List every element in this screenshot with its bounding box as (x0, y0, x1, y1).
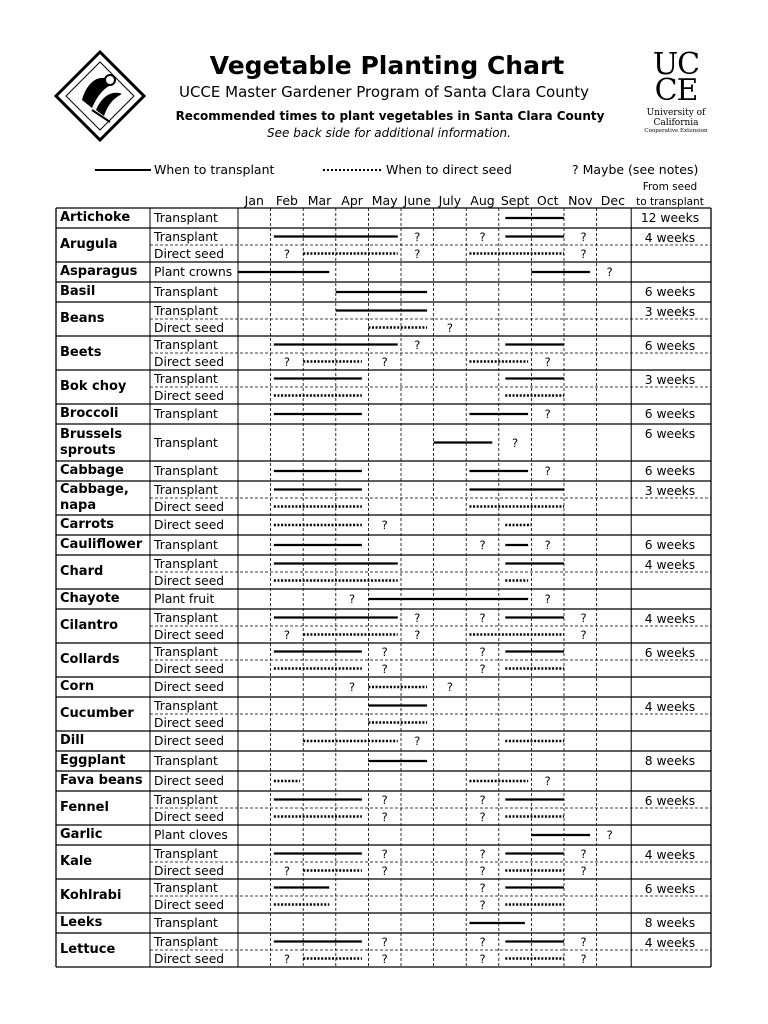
crop-name-line: napa (60, 498, 97, 513)
maybe-marker: ? (580, 610, 587, 625)
maybe-marker: ? (479, 880, 486, 895)
seed-header-line2: to transplant (636, 196, 704, 208)
maybe-marker: ? (381, 644, 388, 659)
maybe-marker: ? (512, 435, 519, 450)
planting-method: Direct seed (154, 388, 225, 403)
maybe-marker: ? (544, 774, 551, 788)
planting-method: Transplant (154, 880, 218, 895)
page-title: Vegetable Planting Chart (209, 51, 565, 80)
crop-name (60, 284, 95, 300)
planting-method: Plant crowns (154, 265, 233, 279)
maybe-marker: ? (479, 897, 486, 912)
page-tagline: Recommended times to plant vegetables in Santa Clara County (175, 109, 605, 123)
crop-name (60, 406, 119, 422)
legend-transplant-label: When to transplant (154, 162, 275, 177)
legend-direct-seed-label: When to direct seed (386, 162, 512, 177)
maybe-marker: ? (479, 809, 486, 824)
weeks-from-seed: 4 weeks (644, 848, 696, 862)
crop-name (60, 827, 102, 843)
crop-name (60, 773, 143, 789)
weeks-from-seed: 6 weeks (644, 464, 696, 478)
planting-method: Direct seed (154, 809, 225, 824)
planting-method: Direct seed (154, 354, 225, 369)
planting-method: Plant fruit (154, 592, 215, 606)
maybe-marker: ? (580, 846, 587, 861)
ucce-letters: UC CE (652, 47, 700, 108)
weeks-from-seed: 8 weeks (644, 916, 696, 930)
maybe-marker: ? (381, 863, 388, 878)
planting-method: Transplant (154, 556, 218, 571)
planting-method: Transplant (154, 754, 218, 768)
planting-method: Plant cloves (154, 828, 228, 842)
month-header: Aug (470, 193, 495, 208)
maybe-marker: ? (446, 320, 453, 335)
crop-name-line: Cilantro (60, 618, 119, 633)
crop-name-line: Brussels (60, 426, 123, 442)
maybe-marker: ? (381, 809, 388, 824)
planting-method: Transplant (154, 435, 218, 450)
cooperative-extension: Cooperative Extension (644, 128, 708, 134)
month-header: Oct (536, 193, 559, 208)
planting-method: Direct seed (154, 246, 225, 261)
crop-name (60, 652, 120, 668)
weeks-from-seed: 6 weeks (644, 285, 696, 299)
planting-method: Direct seed (154, 715, 225, 730)
planting-method: Transplant (154, 229, 218, 244)
crop-name (60, 237, 118, 253)
maybe-marker: ? (580, 246, 587, 261)
maybe-marker: ? (479, 229, 486, 244)
planting-method: Transplant (154, 303, 218, 318)
crop-name (60, 264, 137, 280)
crop-name (60, 753, 126, 769)
planting-method: Direct seed (154, 774, 225, 788)
weeks-from-seed: 3 weeks (644, 305, 696, 319)
crop-name-line: Carrots (60, 517, 115, 532)
maybe-marker: ? (479, 610, 486, 625)
weeks-from-seed: 8 weeks (644, 754, 696, 768)
planting-method: Direct seed (154, 499, 225, 514)
planting-method: Transplant (154, 846, 218, 861)
weeks-from-seed: 6 weeks (644, 407, 696, 421)
weeks-from-seed: 4 weeks (644, 700, 696, 714)
planting-method: Transplant (154, 610, 218, 625)
crop-name-line: Collards (60, 652, 120, 667)
maybe-marker: ? (414, 610, 421, 625)
planting-method: Direct seed (154, 863, 225, 878)
crop-name (60, 537, 142, 553)
crop-name (60, 706, 134, 722)
maybe-marker: ? (349, 680, 356, 694)
crop-name-line: Broccoli (60, 406, 119, 421)
crop-name-line: Beans (60, 311, 105, 326)
planting-method: Transplant (154, 482, 218, 497)
planting-method: Transplant (154, 792, 218, 807)
weeks-from-seed: 4 weeks (644, 612, 696, 626)
crop-name-line: Kohlrabi (60, 888, 122, 903)
month-header: Apr (341, 193, 363, 208)
weeks-from-seed: 6 weeks (644, 794, 696, 808)
university-name: University of California (646, 108, 706, 128)
page-note: See back side for additional information. (267, 126, 511, 140)
maybe-marker: ? (544, 592, 551, 606)
maybe-marker: ? (414, 627, 421, 642)
planting-method: Transplant (154, 934, 218, 949)
crop-name (60, 379, 126, 395)
planting-method: Transplant (154, 916, 218, 930)
planting-method: Transplant (154, 211, 218, 225)
legend-maybe-label: ? Maybe (see notes) (572, 162, 699, 177)
crop-name-line: sprouts (60, 442, 116, 458)
weeks-from-seed: 4 weeks (644, 936, 696, 950)
maybe-marker: ? (544, 407, 551, 421)
maybe-marker: ? (479, 951, 486, 966)
maybe-marker: ? (544, 538, 551, 552)
planting-method: Transplant (154, 538, 218, 552)
maybe-marker: ? (349, 592, 356, 606)
maybe-marker: ? (606, 265, 613, 279)
weeks-from-seed: 6 weeks (644, 646, 696, 660)
maybe-marker: ? (381, 518, 388, 532)
month-header: Dec (600, 193, 625, 208)
crop-name-line: Asparagus (60, 264, 138, 279)
maybe-marker: ? (479, 934, 486, 949)
weeks-from-seed: 4 weeks (644, 231, 696, 245)
crop-name-line: Fennel (60, 800, 109, 815)
maybe-marker: ? (479, 792, 486, 807)
maybe-marker: ? (283, 627, 290, 642)
month-header: Sept (500, 193, 530, 208)
maybe-marker: ? (580, 863, 587, 878)
crop-name-line: Chard (60, 564, 104, 579)
page-subtitle: UCCE Master Gardener Program of Santa Clara County (178, 83, 590, 101)
planting-method: Transplant (154, 644, 218, 659)
maybe-marker: ? (479, 661, 486, 676)
maybe-marker: ? (283, 863, 290, 878)
maybe-marker: ? (381, 846, 388, 861)
planting-method: Direct seed (154, 951, 225, 966)
month-header: Mar (307, 193, 332, 208)
maybe-marker: ? (479, 863, 486, 878)
maybe-marker: ? (381, 792, 388, 807)
crop-name-line: Dill (60, 733, 85, 748)
maybe-marker: ? (381, 661, 388, 676)
month-header: Jan (244, 193, 264, 208)
maybe-marker: ? (479, 538, 486, 552)
weeks-from-seed: 3 weeks (644, 373, 696, 387)
weeks-from-seed: 4 weeks (644, 558, 696, 572)
crop-name (60, 942, 115, 958)
maybe-marker: ? (479, 846, 486, 861)
maybe-marker: ? (479, 644, 486, 659)
planting-method: Transplant (154, 464, 218, 478)
crop-name (60, 427, 122, 459)
planting-method: Transplant (154, 407, 218, 421)
maybe-marker: ? (414, 337, 421, 352)
planting-method: Direct seed (154, 573, 225, 588)
crop-name (60, 888, 121, 904)
maybe-marker: ? (580, 627, 587, 642)
crop-name-line: Arugula (60, 237, 118, 252)
maybe-marker: ? (283, 951, 290, 966)
planting-method: Direct seed (154, 518, 225, 532)
crop-name-line: Beets (60, 345, 102, 360)
planting-method: Direct seed (154, 320, 225, 335)
planting-method: Direct seed (154, 627, 225, 642)
crop-name (60, 679, 94, 695)
maybe-marker: ? (381, 934, 388, 949)
crop-name-line: Cabbage (60, 463, 124, 478)
crop-name-line: Cucumber (60, 706, 134, 721)
maybe-marker: ? (414, 229, 421, 244)
crop-name (60, 854, 92, 870)
maybe-marker: ? (381, 951, 388, 966)
crop-name-line: Eggplant (60, 753, 126, 768)
crop-name-line: Chayote (60, 591, 120, 606)
crop-name (60, 463, 124, 479)
crop-name-line: Garlic (60, 827, 103, 842)
weeks-from-seed: 6 weeks (644, 339, 696, 353)
crop-name-line: Lettuce (60, 942, 116, 957)
maybe-marker: ? (414, 734, 421, 748)
crop-name-line: Bok choy (60, 379, 127, 394)
maybe-marker: ? (544, 354, 551, 369)
planting-method: Transplant (154, 285, 218, 299)
maybe-marker: ? (544, 464, 551, 478)
planting-method: Direct seed (154, 734, 225, 748)
crop-name (60, 915, 102, 931)
maybe-marker: ? (414, 246, 421, 261)
weeks-from-seed: 6 weeks (644, 882, 696, 896)
month-header: May (371, 193, 398, 208)
maybe-marker: ? (446, 680, 453, 694)
crop-name (60, 311, 105, 327)
maybe-marker: ? (580, 229, 587, 244)
maybe-marker: ? (606, 828, 613, 842)
maybe-marker: ? (381, 354, 388, 369)
maybe-marker: ? (283, 354, 290, 369)
crop-name-line: Basil (60, 284, 96, 299)
month-header: June (403, 193, 431, 208)
crop-name-line: Leeks (60, 915, 103, 930)
crop-name (60, 210, 130, 226)
crop-name (60, 800, 109, 816)
crop-name (60, 591, 120, 607)
crop-name-line: Cabbage, (60, 482, 129, 497)
planting-method: Transplant (154, 371, 218, 386)
month-header: Nov (568, 193, 593, 208)
crop-name (60, 517, 114, 533)
crop-name (60, 733, 84, 749)
seed-header-line1: From seed (642, 181, 698, 193)
crop-name-line: Artichoke (60, 210, 131, 225)
crop-name-line: Fava beans (60, 773, 143, 788)
weeks-from-seed: 6 weeks (644, 538, 696, 552)
weeks-from-seed: 3 weeks (644, 484, 696, 498)
planting-method: Direct seed (154, 680, 225, 694)
planting-method: Direct seed (154, 661, 225, 676)
maybe-marker: ? (580, 934, 587, 949)
month-header: Feb (275, 193, 298, 208)
planting-method: Transplant (154, 337, 218, 352)
planting-method: Direct seed (154, 897, 225, 912)
weeks-from-seed: 6 weeks (644, 427, 696, 441)
maybe-marker: ? (580, 951, 587, 966)
maybe-marker: ? (283, 246, 290, 261)
weeks-from-seed: 12 weeks (640, 211, 700, 225)
crop-name (60, 345, 102, 361)
crop-name-line: Cauliflower (60, 537, 143, 552)
crop-name (60, 618, 118, 634)
crop-name-line: Corn (60, 679, 95, 694)
crop-name-line: Kale (60, 854, 93, 869)
crop-name (60, 482, 129, 514)
month-header: July (438, 193, 462, 208)
planting-method: Transplant (154, 698, 218, 713)
crop-name (60, 564, 103, 580)
